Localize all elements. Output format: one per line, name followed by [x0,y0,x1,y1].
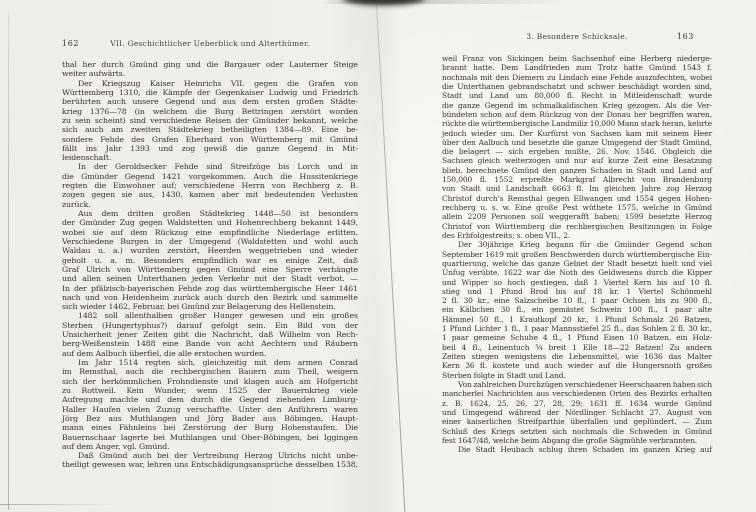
text-line: Die Stadt Heubach schlug ihren Schaden im ganzen Krieg auf [458,445,712,455]
text-line: Sterben (Hungertyphus?) darauf gefolgt sein. Ein Bild von der [62,320,358,330]
text-line: Württemberg 1310, die Kämpfe der Gegenkaiser Ludwig und Friedrich [62,87,358,97]
text-line: Sterben folgte in Stadt und Land. [442,370,566,380]
text-line: die Gmünder Gegend 1421 vorgekommen. Auch die Hussitenkriege [62,171,358,181]
text-line: Verschiedene Burgen in der Umgegend (Waldstetten und wohl auch [62,236,358,246]
text-line: beil 4 fl., Leinentuch ⁵⁄₄ breit 1 Elle 18—22 Batzen! Zu andern [442,342,712,352]
text-line: 2 fl. 30 kr., eine Salzscheibe 10 fl., 1 paar Ochsen bis zu 900 fl., [442,296,712,306]
text-line: Christof von Württemberg die rechbergischen Besitzungen in Folge [442,221,712,231]
text-line: Von zahlreichen Durchzügen verschiedener Heerschaaren haben sich [458,379,712,389]
text-line: September 1619 mit großen Beschwerden durch württembergische Ein- [442,249,712,259]
text-line: Sachsen gleich weiterzogen und nur auf kurze Zeit eine Besatzung [442,156,712,166]
text-line: nach und von Heidenheim zurück auch durch den Bezirk und sammelte [62,292,358,302]
text-line: die Unterthanen gebrandschatzt und schwer beschädigt worden sind, [442,81,712,91]
text-line: In der pfälzisch-bayerischen Fehde zog das württembergische Heer 1461 [62,283,358,293]
text-line: sondere Fehde des Grafen Eberhard von Württemberg mit Gmünd [62,134,358,144]
page-edge-left [8,12,9,510]
text-line: mancherlei Nachrichten aus verschiedenen Orten des Bezirks erhalten [442,389,712,399]
page-body-left [62,60,358,470]
text-line: mann eines Fähnleins bei Zerstörung der Burg Hohenstaufen. Die [62,423,358,433]
text-line: 1482 soll allenthalben großer Hunger gewesen und ein großes [78,311,358,321]
text-line: zu sein scheint) sind verschiedene Reisen der Gmünder bekannt, welche [62,115,358,125]
text-line: sich der herkömmlichen Frohndienste und klagen auch am Hofgericht [62,376,358,386]
text-line: stieg und 1 Pfund Brod bis auf 18 kr. 1 Viertel Schönmehl [442,286,712,296]
text-line: sich auch am zweiten Städtekrieg betheiligten 1384—89. Eine be- [62,125,358,135]
text-line: Jörg Bez aus Muthlangen und Jörg Bader aus Böbingen, Haupt- [62,413,358,423]
text-line: des Erbfolgestreits; s. oben VII., 2. [442,230,571,240]
text-line: In der Geroldsecker Fehde sind Streifzüge bis Lorch und in [78,162,358,172]
text-line: wobei sie auf dem Rückzug eine empfindliche Niederlage erlitten. [62,227,358,237]
text-line: Kern 36 fl. kostete und auch wieder auf die Hungersnoth großes [442,361,712,371]
text-line: Unsicherheit jener Zeiten gibt die Nachricht, daß Wilhelm von Rech- [62,330,358,340]
text-line: die belagert — sich ergeben mußte, 26. Nov. 1546. Obgleich die [442,147,712,157]
text-line: nochmals mit den Diemern zu Lindach eine Fehde auszufechten, wobei [442,72,712,82]
text-line: allein 2209 Personen soll weggerafft haben; 1599 besetzte Herzog [442,212,712,222]
text-line: Der 30jährige Krieg begann für die Gmünder Gegend schon [458,240,712,250]
text-line: Christof durch's Remsthal gegen Ellwangen und 1554 gegen Hohen- [442,193,712,203]
text-line: berg-Weißenstein 1488 eine Bande von acht Aechtern und Räubern [62,339,358,349]
running-header-left [62,38,358,49]
text-line: Aufregung machte und dem durch die Gegend ziehenden Limburg- [62,395,358,405]
page-number-left: 162 [62,39,80,48]
text-line: jedoch wieder um. Der Kurfürst von Sachsen kam mit seinem Heer [442,128,712,138]
text-line: der Gmünder Zug gegen Waldstetten und Hohenrechberg bekannt 1449, [62,218,358,228]
text-line: geholt u. a. m. Besonders empfindlich war es einige Zeit, daß [62,255,358,265]
text-line: 1 Pfund Lichter 1 fl., 1 paar Mannsstiefel 25 fl., das Sohlen 2 fl. 30 kr., [442,324,712,334]
text-line: regten die Einwohner auf; verschiedene Herrn von Rechberg z. B. [62,181,358,191]
text-line: 150,000 fl. 1552 erpreßte Markgraf Albrecht von Brandenburg [442,175,712,185]
text-line: blieb, berechnete Gmünd den ganzen Schaden in Stadt und Land auf [442,165,712,175]
text-line: auf dem Aalbuch überfiel, die alle erstochen wurden. [62,348,267,358]
text-line: von Stadt und Landschaft 6663 fl. Im gleichen Jahre zog Herzog [442,184,712,194]
running-title-right: 3. Besondere Schicksale. [526,32,628,41]
page-body-right [442,54,712,454]
text-line: leidenschaft. [62,153,112,163]
text-line: Bauernschaar lagerte bei Muthlangen und Ober-Böbingen, bei Iggingen [62,432,358,442]
page-number-right: 163 [676,32,694,41]
text-line: Im Jahr 1514 regten sich, gleichzeitig mit dem armen Conrad [78,358,358,367]
text-line: Unfug verübte. 1622 war die Noth des Geldwesens durch die Kipper [442,268,712,278]
running-title-left: VII. Geschichtlicher Ueberblick und Alterthümer. [110,39,310,48]
text-line: und Umgegend während der Nördlinger Schlacht 27. August von [442,407,712,417]
text-line: zurück. [62,199,91,209]
text-line: weil Franz von Sickingen beim Sachsenhof eine Herberg niederge- [442,54,712,63]
text-line: auf dem Anger, vgl. Gmünd. [62,441,170,451]
text-line: fällt ins Jahr 1393 und zog gewiß die ganze Gegend in Mit- [62,143,358,153]
text-line: rückte die württembergische Landmiliz 10,000 Mann stark heran, kehrte [442,119,712,129]
page-edge-bottom [0,504,115,505]
page-gutter-line [376,4,406,512]
text-line: berührten auch unsere Gegend und aus dem ersten großen Städte- [62,97,358,107]
text-line: 1 paar gemeine Schuhe 4 fl., 1 Pfund Eisen 10 Batzen, ein Holz- [442,333,712,343]
text-line: brannt hatte. Dem Landfrieden zum Trotz hatte Gmünd 1543 f. [442,63,712,73]
text-line: Haller Haufen vielen Zuzug verschaffte. Unter den Anführern waren [62,404,358,414]
text-line: und allen seinen Unterthanen jeden Verkehr mit der Stadt verbot. — [62,274,358,284]
text-line: bündeten schon auf dem Rückzug von der Donau her begriffen waren, [442,109,712,119]
text-line: Hämmel 50 fl., 1 Krautkopf 20 kr., 1 Pfund Schmalz 26 Batzen, [442,314,712,324]
text-line: krieg 1376—78 (in welchem die Burg Bettringen zerstört worden [62,106,358,116]
text-line: einer kaiserlichen Streifparthie überfallen und geplündert. — Zum [442,417,712,427]
text-line: Aus dem dritten großen Städtekrieg 1448—50 ist besonders [78,209,358,218]
text-line: Zeiten stiegen wenigstens die Lebensmittel, wie 1636 das Malter [442,352,712,361]
text-line: die ganze Gegend im schmalkaldischen Krieg gezogen. Als die Ver- [442,100,712,110]
text-line: theiligt gewesen war, lehren uns Entschädigungsansprüche desselben 1538, [62,460,358,470]
text-line: quartierung, welche das ganze Gebiet der Stadt besetzt hielt und viel [442,258,712,268]
text-line: rechberg u. s. w. Eine große Pest wüthete 1575, welche in Gmünd [442,203,712,212]
spine-top-shading [322,0,572,4]
text-line: thal her durch Gmünd ging und die Bargauer oder Lauterner Steige [62,60,358,69]
text-line: Stadt und Land um 80,000 fl. Recht in Mitleidenschaft wurde [442,91,712,101]
text-line: sich wieder 1462, Februar, bei Gmünd zur Belagerung des Hellenstein. [62,302,336,312]
text-line: zogen gegen sie aus, 1430, kamen aber mit bedeutenden Verlusten [62,190,358,200]
text-line: Daß Gmünd auch bei der Vertreibung Herzog Ulrichs nicht unbe- [78,451,358,461]
text-line: z. B. 1624, 25, 26, 27, 28, 29; 1631 ff. 1634 wurde Gmünd [442,398,712,408]
text-line: Waldau u. a.) wurden zerstört, Heerden weggetrieben und wieder [62,246,358,256]
text-line: über den Aalbuch und besetzte die ganze Umgegend der Stadt Gmünd, [442,137,712,147]
text-line: Der Kriegszug Kaiser Heinrichs VII. gegen die Grafen von [78,78,358,88]
text-line: weiter aufwärts. [62,69,126,79]
text-line: Schluß des Kriegs setzten sich nochmals die Schweden in Gmünd [442,426,712,436]
text-line: ein Kälbchen 30 fl., ein gemästet Schwein 100 fl., 1 paar alte [442,305,712,315]
running-header-right [442,31,712,42]
text-line: und Wipper so hoch gestiegen, daß 1 Viertel Kern bis auf 10 fl. [442,277,712,287]
text-line: fest 1647/48, welche beim Abgang die große Sägmühle verbrannten. [442,435,698,445]
text-line: zu Rottweil. Kein Wunder, wenn 1525 der Bauernkrieg viele [62,385,358,395]
text-line: Graf Ulrich von Württemberg gegen Gmünd eine Sperre verhängte [62,264,358,274]
text-line: im Remsthal, auch die rechbergischen Bauern zum Theil, weigern [62,367,358,377]
